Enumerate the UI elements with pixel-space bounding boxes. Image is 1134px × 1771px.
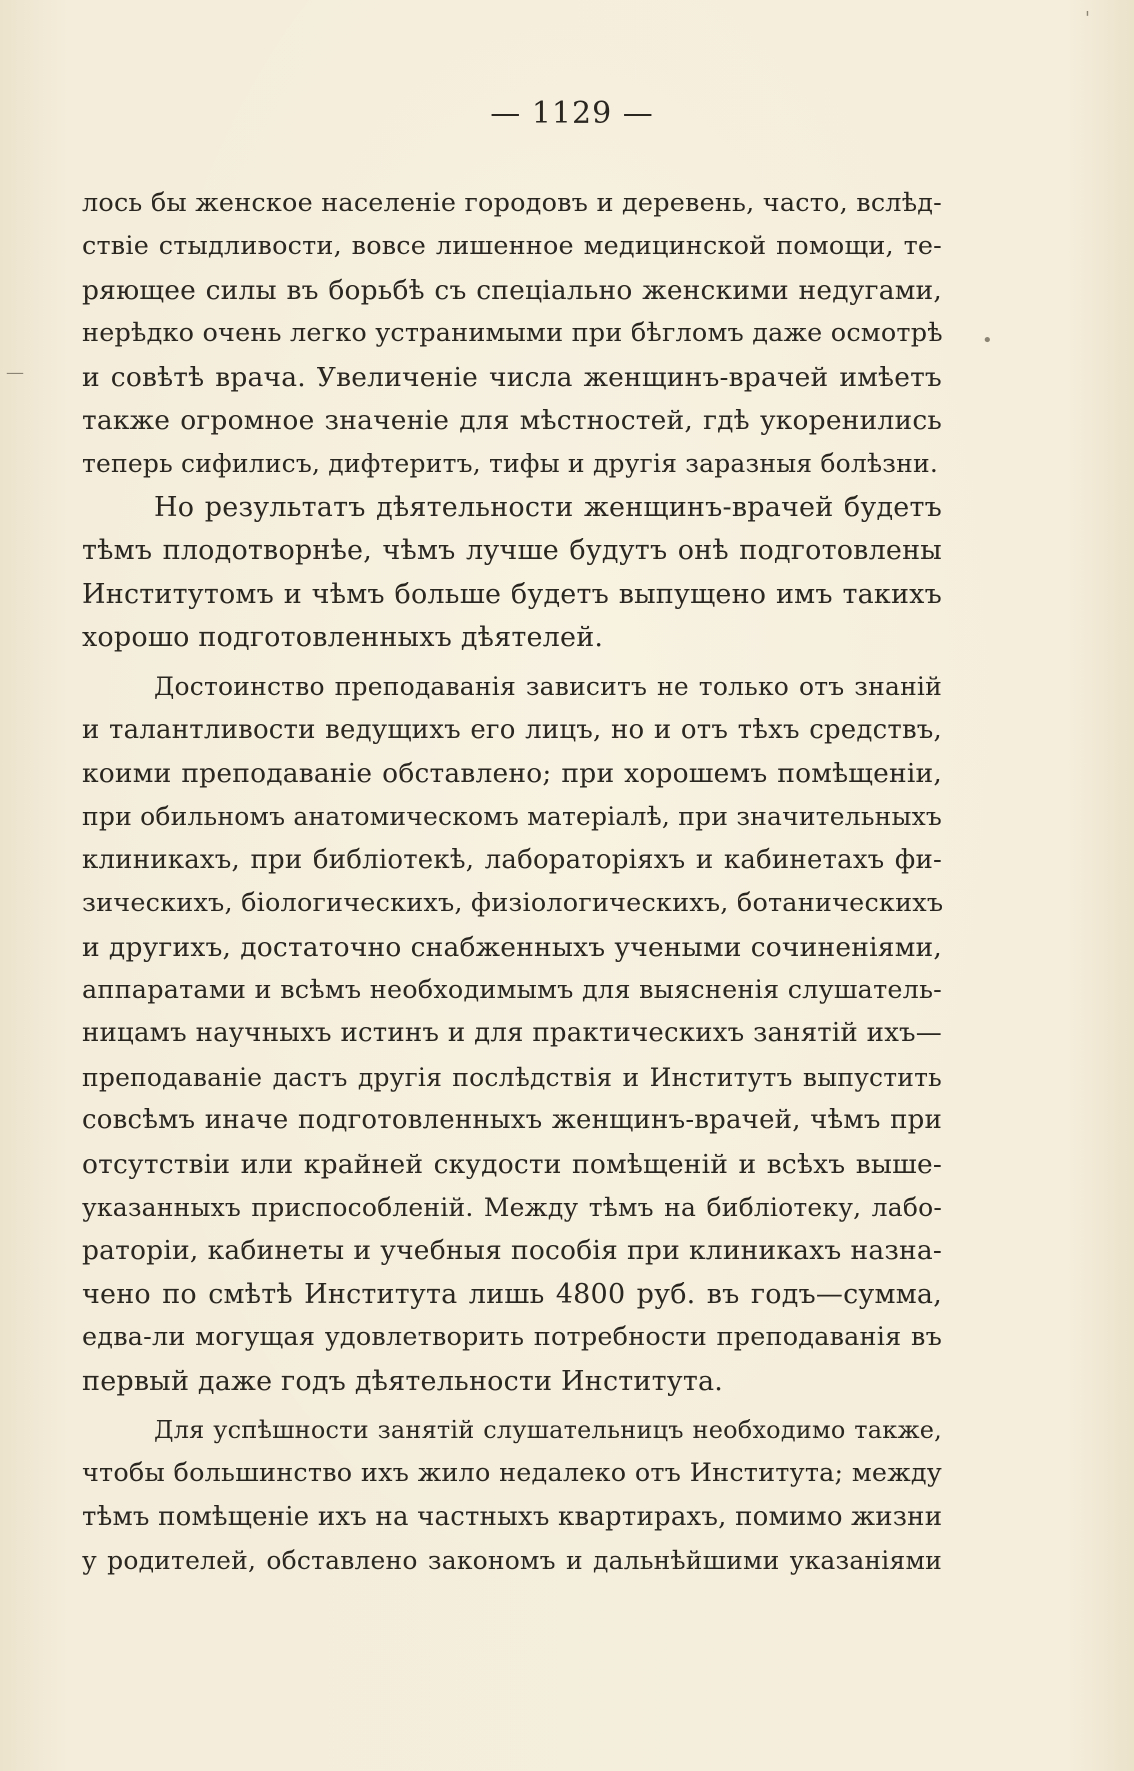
text-line: также огромное значеніе для мѣстностей, гдѣ укоренились — [82, 404, 942, 436]
text-line: Для успѣшности занятій слушательницъ необходимо также, — [154, 1415, 942, 1444]
text-line: раторіи, кабинеты и учебныя пособія при клиникахъ назна- — [82, 1235, 942, 1267]
text-line: Институтомъ и чѣмъ больше будетъ выпущено имъ такихъ — [82, 578, 942, 610]
text-line: ряющее силы въ борьбѣ съ спеціально женскими недугами, — [82, 274, 942, 306]
text-line: теперь сифилисъ, дифтеритъ, тифы и другія заразныя болѣзни. — [82, 449, 938, 479]
text-line: ницамъ научныхъ истинъ и для практическихъ занятій ихъ— — [82, 1018, 942, 1049]
paragraph-2 — [82, 486, 942, 660]
text-line: и другихъ, достаточно снабженныхъ учеными сочиненіями, — [82, 931, 942, 963]
paragraph-4 — [82, 1409, 942, 1583]
margin-speck: ' — [1085, 8, 1090, 29]
page-number: — 1129 — — [490, 96, 654, 131]
text-line: при обильномъ анатомическомъ матеріалѣ, при значительныхъ — [82, 802, 942, 832]
body-text — [82, 182, 942, 1583]
text-line: первый даже годъ дѣятельности Института. — [82, 1365, 724, 1397]
text-line: зическихъ, біологическихъ, физіологическихъ, ботаническихъ — [82, 888, 944, 919]
text-line: нерѣдко очень легко устранимыми при бѣгломъ даже осмотрѣ — [82, 318, 943, 349]
text-line: Но результатъ дѣятельности женщинъ-врачей будетъ — [154, 491, 942, 523]
text-line: ствіе стыдливости, вовсе лишенное медицинской помощи, те- — [82, 231, 942, 262]
text-line: тѣмъ плодотворнѣе, чѣмъ лучше будутъ онѣ подготовлены — [82, 535, 942, 567]
paragraph-1 — [82, 182, 942, 486]
text-line: чтобы большинство ихъ жило недалеко отъ Института; между — [82, 1458, 942, 1489]
text-line: совсѣмъ иначе подготовленныхъ женщинъ-врачей, чѣмъ при — [82, 1105, 942, 1136]
text-line: едва-ли могущая удовлетворить потребности преподаванія въ — [82, 1322, 942, 1353]
text-line: коими преподаваніе обставлено; при хорошемъ помѣщеніи, — [82, 758, 942, 790]
text-line: у родителей, обставлено закономъ и дальнѣйшими указаніями — [82, 1546, 942, 1576]
text-line: тѣмъ помѣщеніе ихъ на частныхъ квартирахъ, помимо жизни — [82, 1501, 943, 1532]
text-line: указанныхъ приспособленій. Между тѣмъ на библіотеку, лабо- — [82, 1192, 942, 1222]
margin-speck: — — [6, 362, 24, 383]
text-line: чено по смѣтѣ Института лишь 4800 руб. въ годъ—сумма, — [82, 1278, 942, 1310]
paragraph-3 — [82, 665, 942, 1403]
margin-speck: • — [982, 330, 993, 351]
text-line: Достоинство преподаванія зависитъ не только отъ знаній — [154, 672, 942, 702]
text-line: клиникахъ, при библіотекѣ, лабораторіяхъ и кабинетахъ фи- — [82, 844, 942, 875]
text-line: и талантливости ведущихъ его лицъ, но и отъ тѣхъ средствъ, — [82, 714, 942, 745]
text-line: хорошо подготовленныхъ дѣятелей. — [82, 621, 604, 653]
text-line: и совѣтѣ врача. Увеличеніе числа женщинъ-врачей имѣетъ — [82, 361, 942, 393]
text-line: отсутствіи или крайней скудости помѣщеній и всѣхъ выше- — [82, 1148, 942, 1180]
text-line: лось бы женское населеніе городовъ и деревень, часто, вслѣд- — [82, 188, 942, 218]
text-line: аппаратами и всѣмъ необходимымъ для выясненія слушатель- — [82, 975, 942, 1006]
text-line: преподаваніе дастъ другія послѣдствія и Институтъ выпустить — [82, 1062, 942, 1092]
